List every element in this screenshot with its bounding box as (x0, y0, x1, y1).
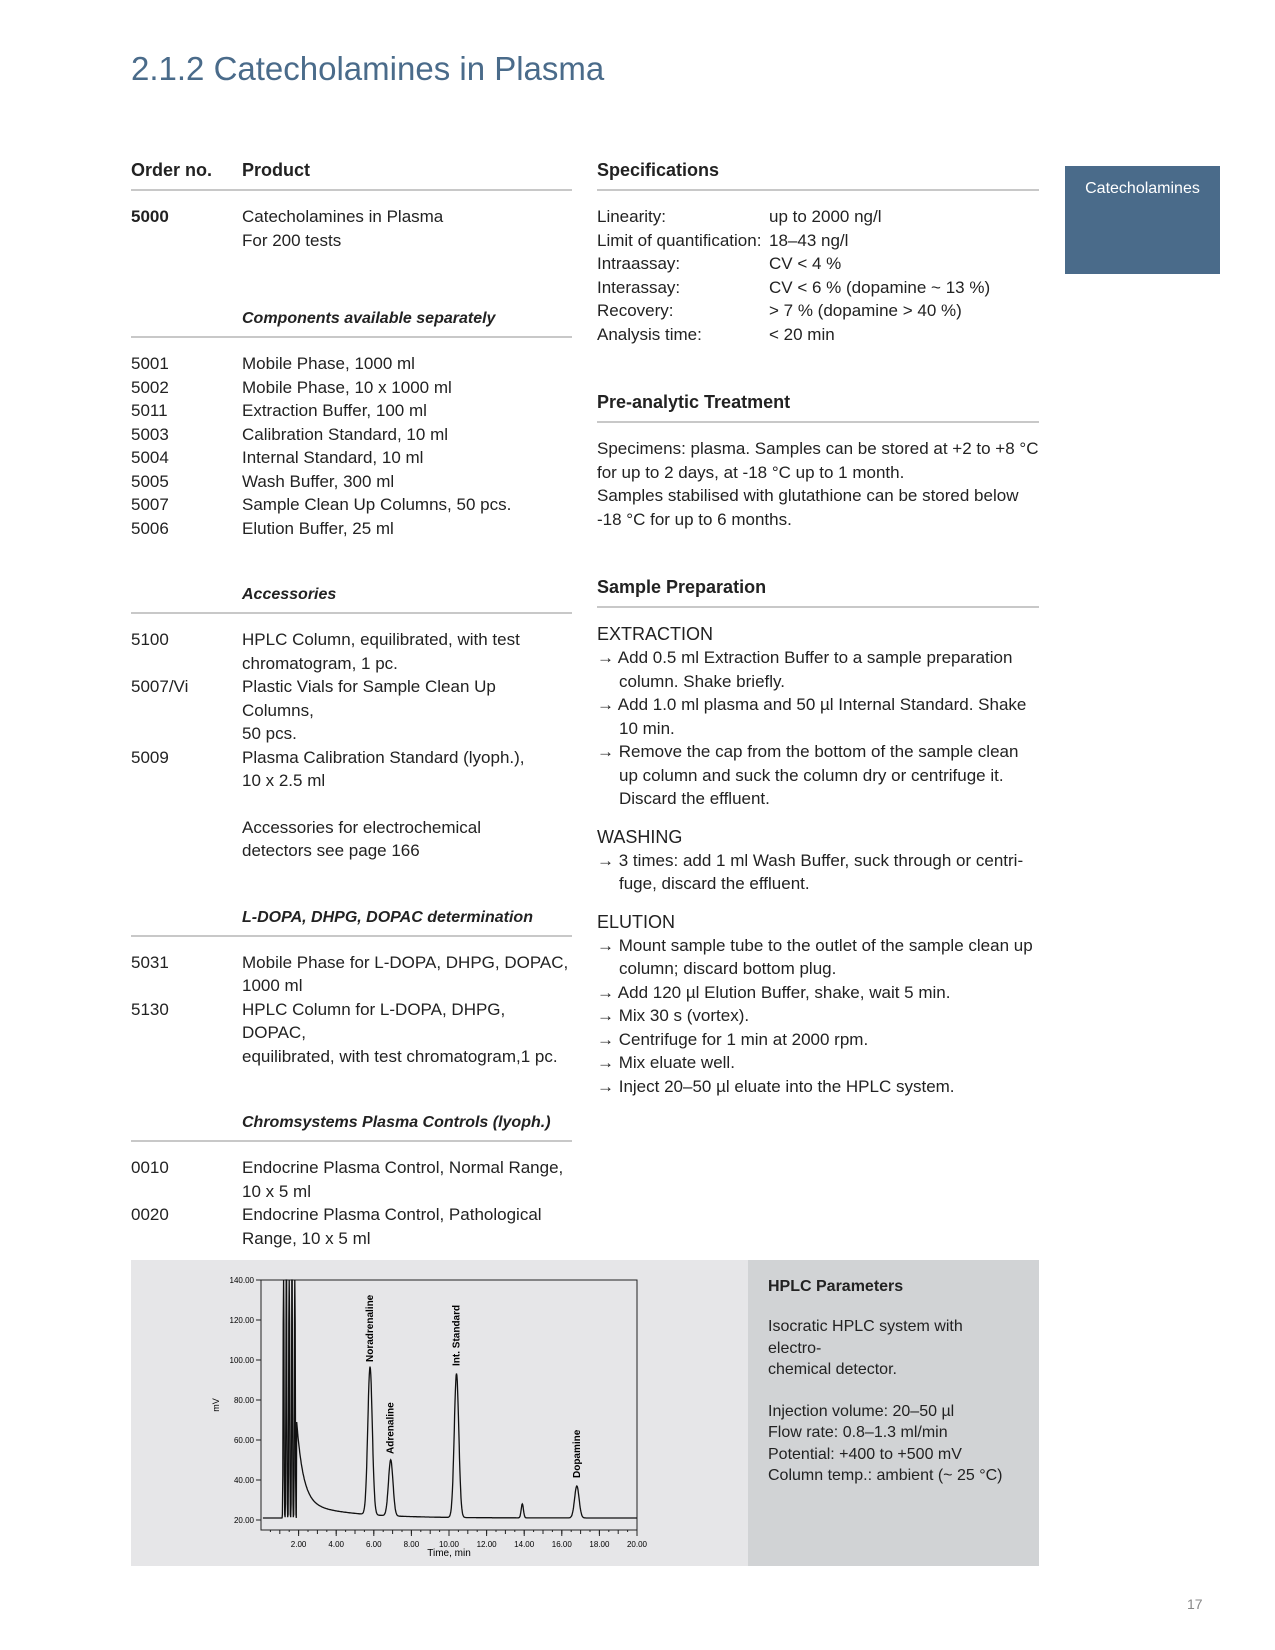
x-tick-label: 8.00 (403, 1540, 420, 1549)
hplc-line: chemical detector. (768, 1361, 897, 1378)
spec-value: > 7 % (dopamine > 40 %) (769, 301, 962, 320)
item-name: 10 x 5 ml (242, 1181, 311, 1201)
step: → Add 120 µl Elution Buffer, shake, wait 5 min. (597, 982, 951, 1002)
x-tick-label: 20.00 (626, 1540, 648, 1549)
item-no: 5031 (131, 952, 169, 972)
order-no-header: Order no. (131, 160, 213, 180)
order-header (131, 160, 572, 191)
y-tick-label: 20.00 (233, 1516, 254, 1525)
item-name: equilibrated, with test chromatogram,1 pc. (242, 1046, 558, 1066)
peak-label: Adrenaline (385, 1402, 397, 1454)
item-no: 5130 (131, 999, 169, 1019)
accessories-note (131, 816, 572, 863)
preanalytic-title: Pre-analytic Treatment (597, 392, 1039, 423)
list-item (131, 376, 572, 400)
item-name: Mobile Phase for L-DOPA, DHPG, DOPAC, (242, 952, 569, 972)
preanalytic-line: Specimens: plasma. Samples can be stored at +2 to +8 °C (597, 439, 1039, 458)
ldopa-list (131, 951, 572, 1069)
y-tick-label: 40.00 (233, 1476, 254, 1485)
item-name: Internal Standard, 10 ml (242, 448, 424, 467)
step: → Mount sample tube to the outlet of the sample clean up column; discard bottom plug. (597, 935, 1033, 978)
step: → Remove the cap from the bottom of the sample clean up column and suck the column dry or centrifuge it. Discard the effluent. (597, 742, 1019, 808)
spec-label: Interassay: (597, 277, 681, 297)
item-name: Plasma Calibration Standard (lyoph.), (242, 747, 525, 767)
y-tick-label: 120.00 (229, 1316, 254, 1325)
step: → Mix eluate well. (597, 1053, 735, 1072)
components-title: Components available separately (131, 310, 572, 338)
item-no: 5009 (131, 747, 169, 767)
x-axis-label: Time, min (427, 1548, 471, 1559)
list-item (131, 352, 572, 376)
list-item (131, 628, 572, 675)
list-item (131, 423, 572, 447)
spec-value: CV < 4 % (769, 254, 842, 273)
item-no: 5007/Vi (131, 677, 189, 696)
spec-value: up to 2000 ng/l (769, 207, 882, 226)
y-axis-label: mV (211, 1398, 221, 1412)
page-title: 2.1.2 Catecholamines in Plasma (131, 50, 605, 87)
item-name: Endocrine Plasma Control, Normal Range, (242, 1158, 564, 1177)
note-line: Accessories for electrochemical (242, 817, 482, 837)
spec-value: 18–43 ng/l (769, 230, 849, 250)
spec-label: Recovery: (597, 301, 674, 320)
spec-table (597, 205, 1039, 346)
spec-label: Analysis time: (597, 324, 702, 344)
x-tick-label: 14.00 (514, 1540, 535, 1549)
item-name: Mobile Phase, 1000 ml (242, 354, 415, 373)
y-tick-label: 140.00 (229, 1276, 254, 1285)
right-column (597, 160, 1039, 1098)
item-name: Elution Buffer, 25 ml (242, 518, 394, 538)
spec-value: CV < 6 % (dopamine ~ 13 %) (769, 277, 991, 297)
main-product-line: Catecholamines in Plasma (242, 207, 444, 226)
x-tick-label: 16.00 (551, 1540, 572, 1549)
left-column (131, 160, 572, 1250)
item-name: Wash Buffer, 300 ml (242, 471, 395, 491)
list-item (131, 746, 572, 793)
product-header: Product (242, 160, 311, 180)
item-no: 5100 (131, 630, 169, 649)
item-no: 5002 (131, 377, 169, 397)
item-no: 5007 (131, 495, 169, 514)
hplc-line: Flow rate: 0.8–1.3 ml/min (768, 1424, 948, 1441)
accessories-list (131, 628, 572, 863)
hplc-line: Isocratic HPLC system with electro- (768, 1318, 963, 1357)
chromatogram-panel (131, 1260, 748, 1566)
step: → Inject 20–50 µl eluate into the HPLC system. (597, 1076, 955, 1096)
note-line: detectors see page 166 (242, 841, 420, 860)
item-name: Endocrine Plasma Control, Pathological (242, 1205, 542, 1224)
peak-label: Int. Standard (451, 1304, 463, 1366)
controls-title: Chromsystems Plasma Controls (lyoph.) (131, 1114, 572, 1142)
page-number: 17 (1187, 1596, 1203, 1612)
step-caption: ELUTION (597, 911, 676, 932)
main-product-no: 5000 (131, 207, 169, 226)
list-item (131, 1203, 572, 1250)
main-product (131, 205, 572, 252)
item-name: Plastic Vials for Sample Clean Up Columns, (242, 677, 496, 720)
section-tab[interactable]: Catecholamines (1065, 166, 1220, 274)
step-caption: WASHING (597, 826, 683, 847)
item-no: 5004 (131, 448, 169, 467)
spec-label: Limit of quantification: (597, 230, 762, 250)
step: → Centrifuge for 1 min at 2000 rpm. (597, 1029, 869, 1049)
item-name: Sample Clean Up Columns, 50 pcs. (242, 495, 512, 514)
list-item (131, 493, 572, 517)
hplc-title: HPLC Parameters (768, 1278, 904, 1295)
list-item (131, 399, 572, 423)
peak-label: Noradrenaline (365, 1294, 377, 1362)
list-item (131, 446, 572, 470)
specifications-header: Specifications (597, 160, 1039, 191)
x-tick-label: 10.00 (438, 1540, 460, 1549)
step: → 3 times: add 1 ml Wash Buffer, suck through or centri-fuge, discard the effluent. (597, 850, 1024, 893)
y-tick-label: 100.00 (229, 1356, 254, 1365)
preanalytic-text (597, 437, 1039, 531)
plot-frame (261, 1280, 637, 1530)
item-no: 5005 (131, 471, 169, 491)
x-tick-label: 4.00 (328, 1540, 344, 1549)
y-tick-label: 80.00 (233, 1396, 254, 1405)
peak-label: Dopamine (571, 1429, 583, 1478)
preanalytic-line: for up to 2 days, at -18 °C up to 1 month. (597, 462, 905, 482)
list-item (131, 1156, 572, 1203)
item-name: Extraction Buffer, 100 ml (242, 401, 427, 420)
x-tick-label: 18.00 (589, 1540, 610, 1549)
item-name: HPLC Column, equilibrated, with test (242, 630, 520, 649)
components-list (131, 352, 572, 540)
item-no: 5001 (131, 354, 169, 373)
sample-prep-title: Sample Preparation (597, 577, 1039, 608)
sample-prep-steps (597, 622, 1039, 1098)
item-name: chromatogram, 1 pc. (242, 653, 398, 673)
x-tick-label: 2.00 (290, 1540, 307, 1549)
item-name: Calibration Standard, 10 ml (242, 424, 449, 444)
spec-label: Intraassay: (597, 254, 681, 273)
item-name: 10 x 2.5 ml (242, 771, 326, 790)
hplc-line: Potential: +400 to +500 mV (768, 1445, 962, 1463)
item-no: 5003 (131, 424, 169, 444)
item-name: 1000 ml (242, 976, 303, 995)
item-no: 5006 (131, 518, 169, 538)
x-tick-label: 6.00 (366, 1540, 382, 1549)
step: → Add 1.0 ml plasma and 50 µl Internal Standard. Shake 10 min. (597, 695, 1027, 738)
x-tick-label: 12.00 (476, 1540, 497, 1549)
step: → Mix 30 s (vortex). (597, 1006, 750, 1025)
spec-label: Linearity: (597, 207, 666, 226)
list-item (131, 998, 572, 1069)
item-name: 50 pcs. (242, 724, 297, 743)
y-tick-label: 60.00 (233, 1436, 254, 1445)
item-name: Range, 10 x 5 ml (242, 1228, 371, 1248)
ldopa-title: L-DOPA, DHPG, DOPAC determination (131, 909, 572, 937)
list-item (131, 951, 572, 998)
hplc-line: Injection volume: 20–50 µl (768, 1402, 955, 1420)
main-product-line: For 200 tests (242, 230, 342, 250)
item-name: Mobile Phase, 10 x 1000 ml (242, 377, 452, 397)
accessories-title: Accessories (131, 586, 572, 614)
spec-value: < 20 min (769, 324, 835, 344)
list-item (131, 517, 572, 541)
preanalytic-line: -18 °C for up to 6 months. (597, 509, 792, 529)
item-name: HPLC Column for L-DOPA, DHPG, DOPAC, (242, 999, 506, 1042)
hplc-parameters (748, 1260, 1039, 1566)
step-caption: EXTRACTION (597, 624, 714, 644)
item-no: 5011 (131, 401, 168, 420)
chromatogram (131, 1260, 748, 1566)
chromatogram-trace (263, 1280, 637, 1518)
list-item (131, 675, 572, 746)
item-no: 0010 (131, 1158, 169, 1177)
hplc-line: Column temp.: ambient (~ 25 °C) (768, 1467, 1003, 1484)
item-no: 0020 (131, 1205, 169, 1224)
preanalytic-line: Samples stabilised with glutathione can be stored below (597, 486, 1019, 505)
list-item (131, 470, 572, 494)
step: → Add 0.5 ml Extraction Buffer to a sample preparation column. Shake briefly. (597, 648, 1013, 691)
controls-list (131, 1156, 572, 1250)
